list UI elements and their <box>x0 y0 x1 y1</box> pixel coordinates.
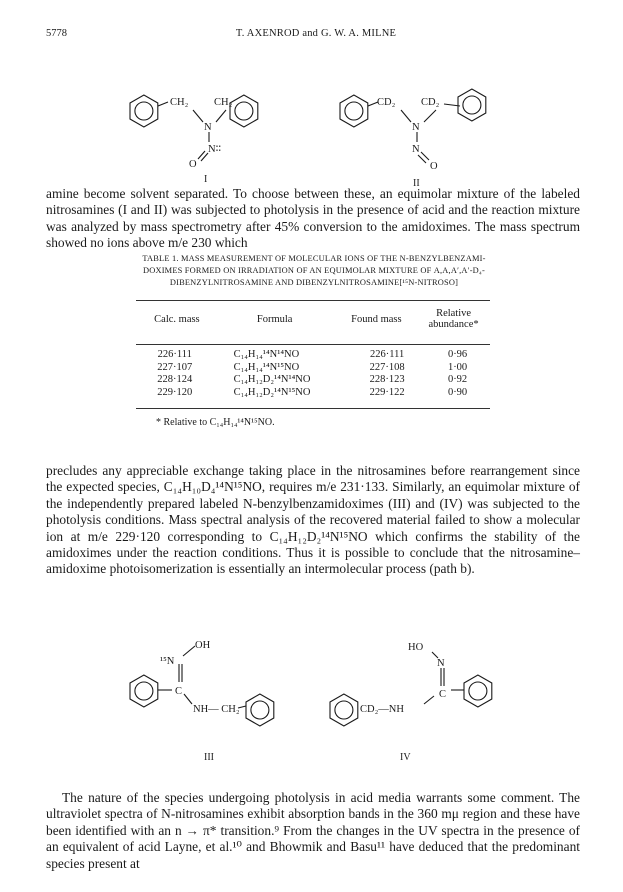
cd2-nh-label: CD₂—NH <box>360 704 404 715</box>
oxygen-label-1: O <box>189 159 197 170</box>
benzene-ring-8 <box>464 675 492 707</box>
oxime-n-label: N <box>437 658 445 669</box>
table-top-rule <box>136 300 490 301</box>
amine-n-label-2: N <box>412 122 420 133</box>
table-header-rule <box>136 344 490 345</box>
mass-table-body <box>138 349 488 399</box>
compound-label-iv: IV <box>400 752 411 763</box>
nitroso-n-label-2: N <box>412 144 420 155</box>
ch2-label-2: CH₂ <box>214 97 233 108</box>
col-found-mass: Found mass <box>351 313 402 325</box>
table-bottom-rule <box>136 408 490 409</box>
ch2-label-1: CH₂ <box>170 97 189 108</box>
nh-ch2-label: NH— CH₂ <box>193 704 240 715</box>
compound-label-ii: II <box>413 178 420 186</box>
nitroso-n-label: N∶∶ <box>208 144 222 155</box>
amine-n-label: N <box>204 122 212 133</box>
benzene-ring-4 <box>458 89 486 121</box>
running-title: T. AXENROD and G. W. A. MILNE <box>235 28 397 39</box>
structures-i-ii <box>0 48 623 186</box>
paragraph-3: The nature of the species undergoing photolysis in acid media warrants some comment. The ultraviolet spectra of N-nitrosamines exhibit absorption bands in the 360 mμ region and these have been identified with an n → π* transition.⁹ From the changes in the UV spectra in the presence of an equivalent of acid Layne, et al.¹⁰ and Bhowmik and Basu¹¹ have deduced that the predominant species present at <box>46 790 580 871</box>
compound-label-iii: III <box>204 752 214 763</box>
col-formula: Formula <box>256 313 293 325</box>
benzene-ring-6 <box>246 694 274 726</box>
table-row: 226·111 C₁₄H₁₄¹⁴N¹⁴NO 226·111 0·96 <box>157 349 468 360</box>
cd2-label-2: CD₂ <box>421 97 440 108</box>
table-footnote: * Relative to C₁₄H₁₄¹⁴N¹⁵NO. <box>156 417 275 428</box>
oh-label: OH <box>195 640 211 651</box>
table-header-row <box>138 304 488 334</box>
paragraph-1: amine become solvent separated. To choose between these, an equimolar mixture of the labeled nitrosamines (I and II) was subjected to photolysis in the presence of acid and the reaction mixture was analyzed by mass spectrometry after 45% conversion to the amidoximes. The mass spectrum showed no ions above m/e 230 which <box>46 186 580 251</box>
benzene-ring-7 <box>330 694 358 726</box>
benzene-ring-1 <box>130 95 158 127</box>
oxygen-label-2: O <box>430 161 438 172</box>
col-relative-abundance: Relative abundance* <box>428 308 479 330</box>
table-row: 228·124 C₁₄H₁₂D₂¹⁴N¹⁴NO 228·123 0·92 <box>157 374 468 386</box>
benzene-ring-5 <box>130 675 158 707</box>
table-caption: TABLE 1. MASS MEASUREMENT OF MOLECULAR IONS OF THE N-BENZYLBENZAMI- DOXIMES FORMED ON IRRADIATION OF AN EQUIMOLAR MIXTURE OF Α,Α,Α′,Α′-D₄- DIBENZYLNITROSAMINE AND DIBENZYLNITROSAMINE[¹⁵N-NITROSO] <box>142 254 486 287</box>
mass-table <box>138 304 488 334</box>
benzene-ring-3 <box>340 95 368 127</box>
ho-label: HO <box>408 642 424 653</box>
table-row: 229·120 C₁₄H₁₂D₂¹⁴N¹⁵NO 229·122 0·90 <box>157 386 468 398</box>
amidine-c-label-2: C <box>439 689 447 700</box>
paragraph-2: precludes any appreciable exchange taking place in the nitrosamines before rearrangement since the expected species, C₁₄H₁₀D₄¹⁴N¹⁵NO, requires m/e 231·133. Similarly, an equimolar mixture of the independently prepared labeled N-benzylbenzamidoximes (III) and (IV) was subjected to the photolysis conditions. Mass spectral analysis of the recovered material failed to show a molecular ion at m/e 229·120 corresponding to C₁₄H₁₂D₂¹⁴N¹⁵NO which confirms the stability of the amidoximes under the reaction conditions. Thus it is possible to conclude that the nitrosamine–amidoxime photoisomerization is essentially an intermolecular process (path b). <box>46 463 580 577</box>
compound-label-i: I <box>204 174 208 185</box>
benzene-ring-2 <box>230 95 258 127</box>
structures-iii-iv <box>0 618 623 778</box>
table-row: 227·107 C₁₄H₁₄¹⁴N¹⁵NO 227·108 1·00 <box>157 361 468 373</box>
page-number: 5778 <box>46 28 67 39</box>
cd2-label-1: CD₂ <box>377 97 396 108</box>
amidine-c-label: C <box>175 686 183 697</box>
n15-label: ¹⁵N <box>160 656 175 667</box>
page-header <box>46 28 586 44</box>
col-calc-mass: Calc. mass <box>154 313 200 325</box>
